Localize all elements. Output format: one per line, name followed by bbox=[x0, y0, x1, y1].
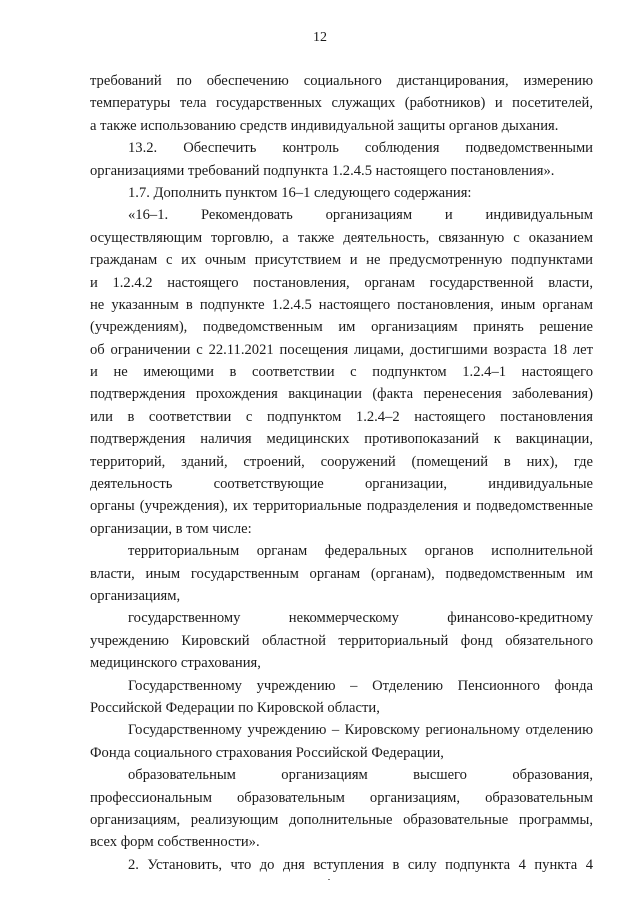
text-line: 13.2. Обеспечить контроль соблюдения подведомственными bbox=[128, 140, 593, 157]
text-line: государственному некоммерческому финансово-кредитному bbox=[128, 610, 593, 627]
text-line: гражданам с их очным присутствием и не предусмотренную подпунктами bbox=[90, 252, 593, 269]
text-line: требований по обеспечению социального дистанцирования, измерению bbox=[90, 73, 593, 89]
text-line: деятельность соответствующие организации, индивидуальные bbox=[90, 476, 593, 493]
text-line: об ограничении с 22.11.2021 посещения лицами, достигшими возраста 18 лет bbox=[90, 341, 593, 358]
text-line: органы (учреждения), их территориальные подразделения и подведомственные bbox=[90, 498, 593, 515]
text-line: Государственному учреждению – Кировскому региональному отделению bbox=[128, 722, 593, 739]
text-line: Российской Федерации по Кировской области, bbox=[90, 699, 380, 716]
text-line: не указанным в подпункте 1.2.4.5 настоящего постановления, иным органам bbox=[90, 296, 593, 313]
scan-speck bbox=[328, 879, 330, 880]
text-line: всех форм собственности». bbox=[90, 834, 260, 851]
document-body bbox=[90, 70, 593, 876]
text-line: осуществляющим торговлю, а также деятельность, связанную с оказанием bbox=[90, 229, 593, 246]
text-line: Государственному учреждению – Отделению Пенсионного фонда bbox=[128, 677, 593, 694]
text-line: подтверждения прохождения вакцинации (факта перенесения заболевания) bbox=[90, 386, 593, 403]
text-line: учреждению Кировский областной территориальный фонд обязательного bbox=[90, 632, 593, 649]
text-line: организациями требований подпункта 1.2.4.5 настоящего постановления». bbox=[90, 162, 555, 179]
text-line: 2. Установить, что до дня вступления в силу подпункта 4 пункта 4 bbox=[128, 856, 593, 873]
text-line: и 1.2.4.2 настоящего постановления, органам государственной власти, bbox=[90, 274, 593, 291]
text-line: и не имеющими в соответствии с подпунктом 1.2.4–1 настоящего bbox=[90, 364, 593, 381]
text-line: 1.7. Дополнить пунктом 16–1 следующего содержания: bbox=[128, 184, 472, 201]
text-line: территорий, зданий, строений, сооружений (помещений в них), где bbox=[90, 453, 593, 470]
text-line: профессиональным образовательным организациям, образовательным bbox=[90, 789, 593, 806]
text-line: организациям, реализующим дополнительные образовательные программы, bbox=[90, 811, 593, 828]
text-line: подтверждения наличия медицинских противопоказаний к вакцинации, bbox=[90, 431, 593, 448]
text-line: образовательным организациям высшего образования, bbox=[128, 767, 593, 784]
page-number: 12 bbox=[313, 30, 327, 45]
text-line: «16–1. Рекомендовать организациям и индивидуальным bbox=[128, 207, 593, 224]
text-line: температуры тела государственных служащих (работников) и посетителей, bbox=[90, 95, 593, 112]
text-line: организации, в том числе: bbox=[90, 520, 252, 537]
text-line: Фонда социального страхования Российской Федерации, bbox=[90, 744, 444, 761]
text-line: территориальным органам федеральных органов исполнительной bbox=[128, 543, 593, 560]
text-line: медицинского страхования, bbox=[90, 655, 261, 672]
text-line: организациям, bbox=[90, 587, 181, 604]
text-line: власти, иным государственным органам (органам), подведомственным им bbox=[90, 565, 593, 582]
text-line: а также использованию средств индивидуальной защиты органов дыхания. bbox=[90, 117, 559, 134]
text-line: (учреждениям), подведомственным им организациям принять решение bbox=[90, 319, 593, 336]
text-line: или в соответствии с подпунктом 1.2.4–2 настоящего постановления bbox=[90, 408, 593, 425]
